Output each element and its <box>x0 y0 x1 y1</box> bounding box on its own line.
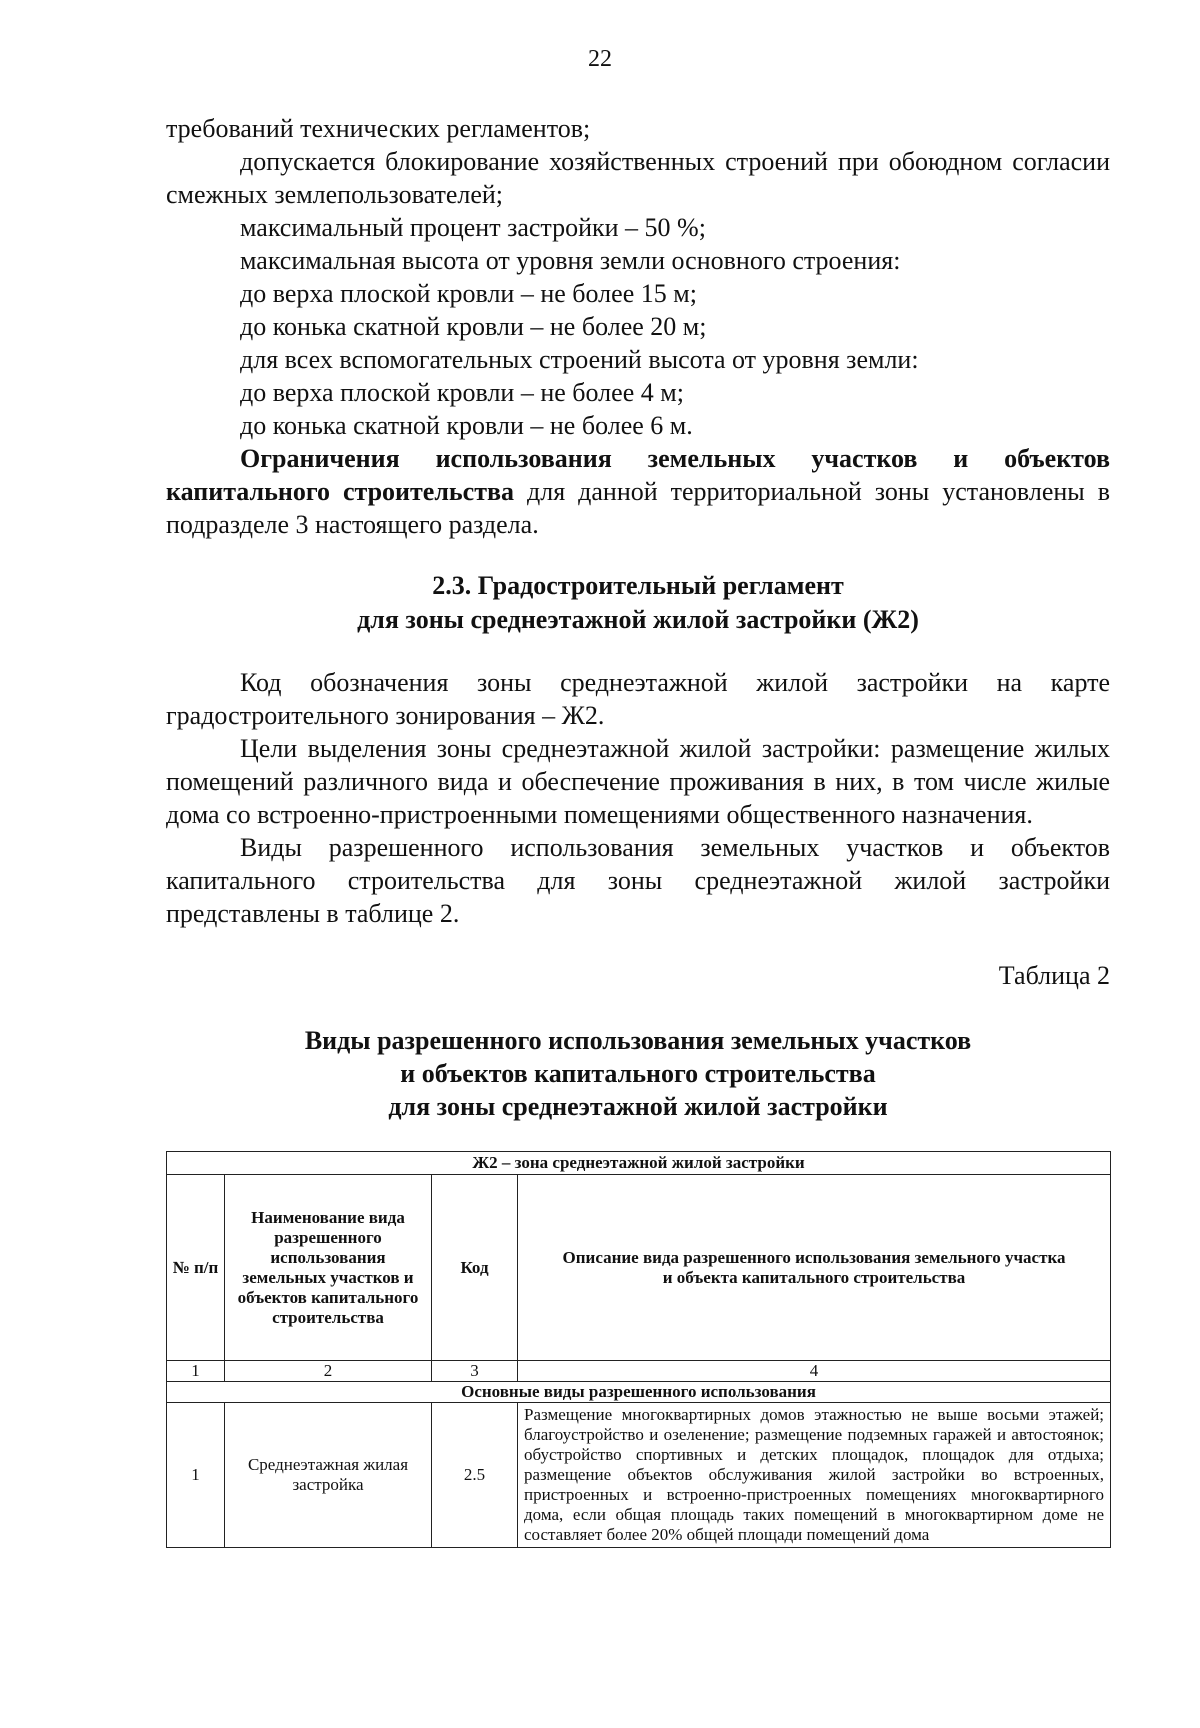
paragraph: до конька скатной кровли – не более 6 м. <box>240 411 693 440</box>
restrictions-bold: Ограничения использования земельных участков и объектов капитального строительства <box>166 444 1110 506</box>
paragraph: максимальная высота от уровня земли основного строения: <box>240 246 901 275</box>
table-title-line2: и объектов капитального строительства <box>400 1059 876 1088</box>
row-code: 2.5 <box>432 1403 518 1548</box>
page-number: 22 <box>588 46 612 72</box>
column-number: 3 <box>432 1361 518 1382</box>
paragraph: Код обозначения зоны среднеэтажной жилой застройки на карте градостроительного зонирования – Ж2. <box>166 668 1110 730</box>
restrictions-rest: для данной территориальной зоны установлены в подразделе 3 настоящего раздела. <box>166 477 1110 539</box>
column-number: 1 <box>167 1361 225 1382</box>
section-text <box>166 666 1110 930</box>
group-header-main: Основные виды разрешенного использования <box>167 1382 1111 1403</box>
paragraph: максимальный процент застройки – 50 %; <box>240 213 706 242</box>
header-desc: Описание вида разрешенного использования земельного участка и объекта капитального строительства <box>518 1175 1111 1361</box>
table-title-line3: для зоны среднеэтажной жилой застройки <box>388 1092 888 1121</box>
paragraph: Цели выделения зоны среднеэтажной жилой застройки: размещение жилых помещений различного вида и обеспечение проживания в них, в том числе жилые дома со встроенно-пристроенными помещениями общественного назначения. <box>166 734 1110 829</box>
header-code: Код <box>432 1175 518 1361</box>
table-title <box>166 1024 1110 1123</box>
paragraph: до верха плоской кровли – не более 15 м; <box>240 279 697 308</box>
row-name: Среднеэтажная жилая застройка <box>225 1403 432 1548</box>
paragraph: допускается блокирование хозяйственных строений при обоюдном согласии смежных землепользователей; <box>166 147 1110 209</box>
column-number: 2 <box>225 1361 432 1382</box>
column-number: 4 <box>518 1361 1111 1382</box>
paragraph: до конька скатной кровли – не более 20 м; <box>240 312 707 341</box>
section-title-line2: для зоны среднеэтажной жилой застройки (Ж2) <box>357 605 919 634</box>
paragraph: до верха плоской кровли – не более 4 м; <box>240 378 684 407</box>
paragraph: требований технических регламентов; <box>166 114 591 143</box>
section-title <box>166 569 1110 637</box>
restrictions-paragraph <box>166 442 1110 541</box>
zone-table <box>166 1151 1111 1548</box>
row-desc: Размещение многоквартирных домов этажностью не выше восьми этажей; благоустройство и озеленение; размещение подземных гаражей и автостоянок; обустройство спортивных и детских площадок, площадок для отдыха; размещение объектов обслуживания жилой застройки во встроенных, пристроенных и встроенно-пристроенных помещениях многоквартирного дома, если общая площадь таких помещений в многоквартирном доме не составляет более 20% общей площади помещений дома <box>518 1403 1111 1548</box>
paragraph: для всех вспомогательных строений высота от уровня земли: <box>240 345 919 374</box>
table-caption-label: Таблица 2 <box>998 961 1110 990</box>
paragraph: Виды разрешенного использования земельных участков и объектов капитального строительства для зоны среднеэтажной жилой застройки представлены в таблице 2. <box>166 833 1110 928</box>
table-row <box>167 1403 1111 1548</box>
header-name: Наименование вида разрешенного использования земельных участков и объектов капитального строительства <box>225 1175 432 1361</box>
zone-header: Ж2 – зона среднеэтажной жилой застройки <box>167 1152 1111 1175</box>
column-numbers-row <box>167 1361 1111 1382</box>
header-num: № п/п <box>167 1175 225 1361</box>
intro-text <box>166 112 1110 541</box>
section-title-line1: 2.3. Градостроительный регламент <box>432 571 844 600</box>
table-title-line1: Виды разрешенного использования земельных участков <box>304 1026 972 1055</box>
row-num: 1 <box>167 1403 225 1548</box>
